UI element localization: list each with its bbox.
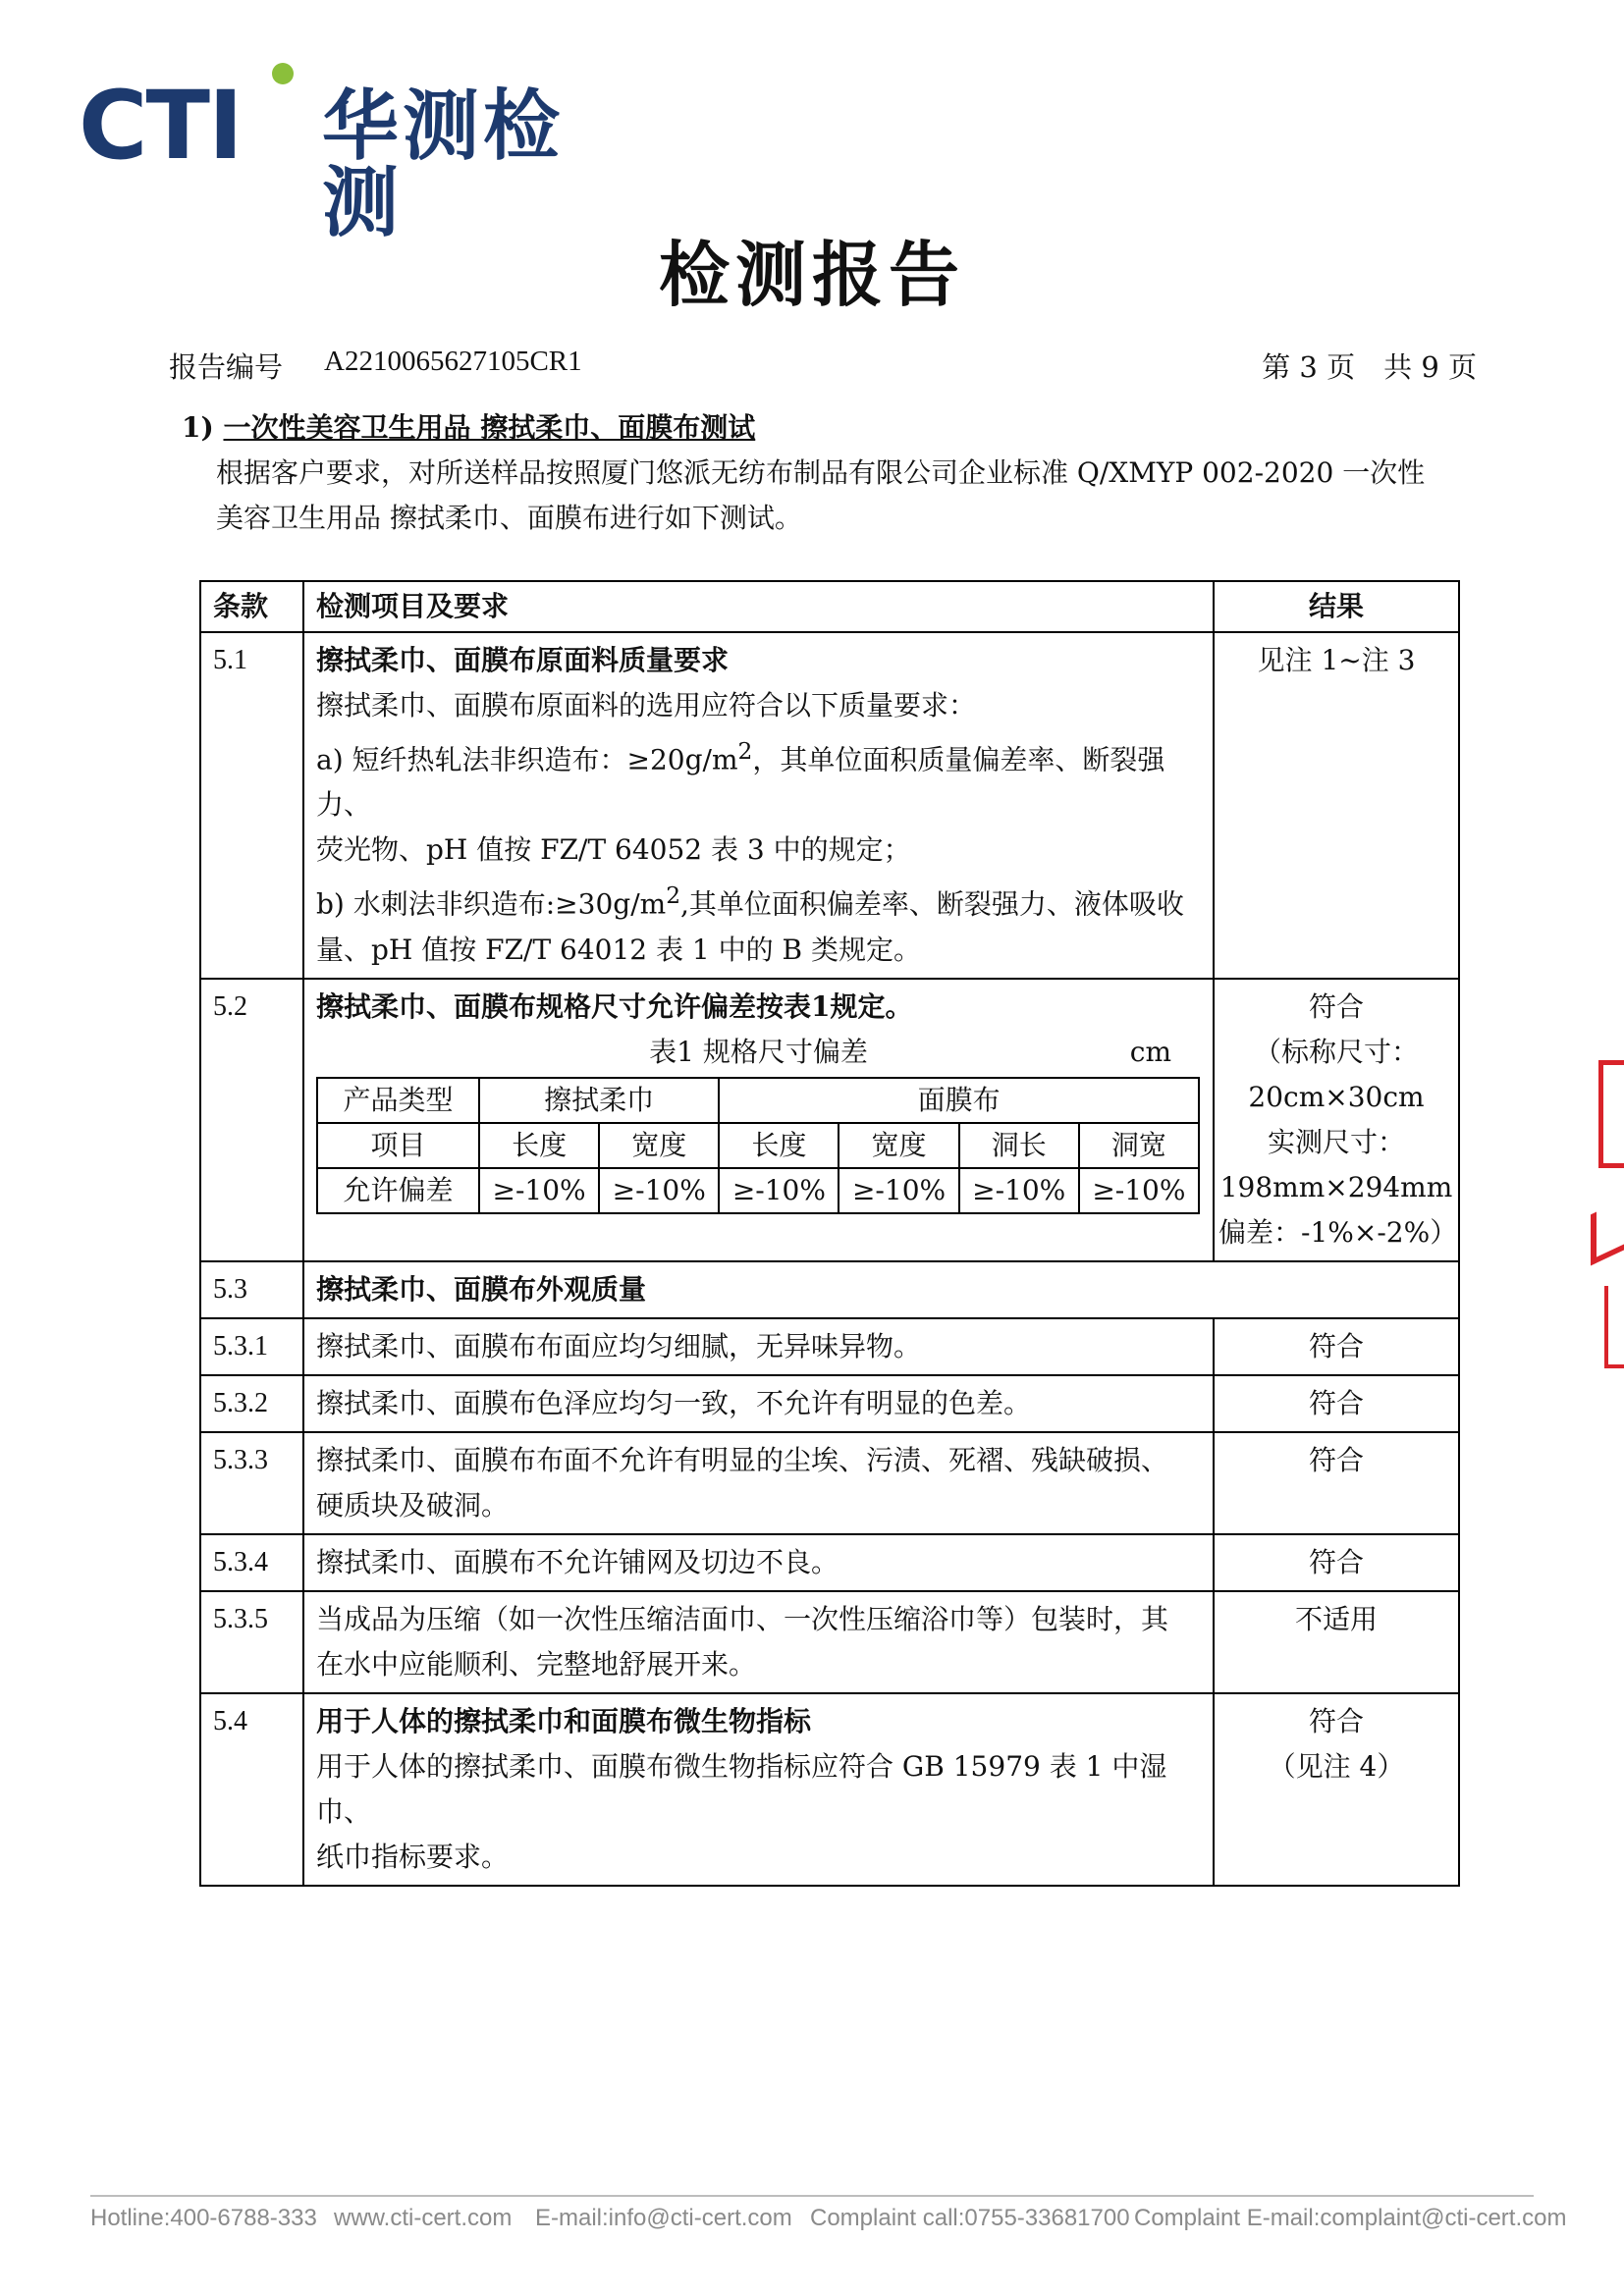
inner-cell: 宽度 — [599, 1123, 719, 1168]
red-seal-stamp — [1591, 1060, 1624, 1374]
result-cell: 符合 — [1214, 1318, 1459, 1375]
inner-cell: 长度 — [719, 1123, 839, 1168]
table-row — [200, 979, 1459, 1261]
footer-complaint-call: Complaint call:0755-33681700 — [810, 2205, 1130, 2231]
report-number: A2210065627105CR1 — [324, 346, 582, 377]
item-title: 用于人体的擦拭柔巾和面膜布微生物指标 — [316, 1704, 812, 1737]
result-cell: 符合 — [1214, 1432, 1459, 1534]
result-cell: 符合 — [1214, 1375, 1459, 1432]
inner-cell: 允许偏差 — [317, 1168, 479, 1213]
inner-cell: ≥-10% — [1079, 1168, 1199, 1213]
item-cell: 用于人体的擦拭柔巾和面膜布微生物指标 用于人体的擦拭柔巾、面膜布微生物指标应符合 GB 15979 表 1 中湿巾、 纸巾指标要求。 — [303, 1693, 1214, 1886]
document-title: 检测报告 — [658, 233, 965, 316]
item-cell — [303, 979, 1214, 1261]
logo-name-cn: 华测检测 — [322, 82, 565, 247]
header-result: 结果 — [1214, 581, 1459, 632]
item-line: 量、pH 值按 FZ/T 64012 表 1 中的 B 类规定。 — [316, 933, 922, 966]
inner-cell: 擦拭柔巾 — [479, 1078, 719, 1123]
inner-cell: 宽度 — [839, 1123, 958, 1168]
table-row — [200, 1693, 1459, 1886]
result-cell: 符合 （见注 4） — [1214, 1693, 1459, 1886]
item-line: b) 水刺法非织造布$:\ge 30g/m^2$,其单位面积偏差率、断裂强力、液体吸收 — [316, 881, 1184, 921]
item-title: 擦拭柔巾、面膜布原面料质量要求 — [316, 644, 730, 676]
table-row — [200, 1432, 1459, 1534]
inner-cell: 洞宽 — [1079, 1123, 1199, 1168]
inner-cell: ≥-10% — [479, 1168, 599, 1213]
footer-email[interactable]: E-mail:info@cti-cert.com — [535, 2205, 792, 2231]
report-number-label: 报告编号 — [169, 350, 284, 384]
intro-line-1: 根据客户要求，对所送样品按照厦门悠派无纺布制品有限公司企业标准 Q/XMYP 002-2020 一次性 — [216, 456, 1426, 489]
table-row — [200, 1375, 1459, 1432]
size-tolerance-table — [316, 1077, 1200, 1214]
item-line: 擦拭柔巾、面膜布原面料的选用应符合以下质量要求： — [316, 689, 977, 721]
cti-logo — [79, 61, 628, 247]
footer-website[interactable]: www.cti-cert.com — [334, 2205, 513, 2231]
clause-cell: 5.3.5 — [200, 1591, 303, 1693]
footer-hotline: Hotline:400-6788-333 — [90, 2205, 317, 2231]
item-line: a) 短纤热轧法非织造布：$\ge 20g/m^2$，其单位面积质量偏差率、断裂强力、 — [316, 737, 1165, 822]
result-cell: 符合 （标称尺寸： 20cm×30cm 实测尺寸： 198mm×294mm 偏差：-1%×-2%） — [1214, 979, 1459, 1261]
logo-dot-icon — [272, 63, 294, 84]
section-title: 一次性美容卫生用品 擦拭柔巾、面膜布测试 — [223, 411, 756, 444]
header-item: 检测项目及要求 — [303, 581, 1214, 632]
table-row — [200, 1318, 1459, 1375]
result-cell: 见注 1~注 3 — [1214, 632, 1459, 979]
footer-complaint-email[interactable]: Complaint E-mail:complaint@cti-cert.com — [1134, 2205, 1567, 2231]
inner-row — [317, 1123, 1199, 1168]
inner-cell: 产品类型 — [317, 1078, 479, 1123]
section-number: 1) — [182, 411, 214, 444]
header-clause: 条款 — [200, 581, 303, 632]
clause-cell: 5.4 — [200, 1693, 303, 1886]
inner-table-caption: 表1 规格尺寸偏差 cm — [316, 1030, 1201, 1075]
inner-cell: 长度 — [479, 1123, 599, 1168]
item-cell: 擦拭柔巾、面膜布布面应均匀细腻，无异味异物。 — [303, 1318, 1214, 1375]
item-title: 擦拭柔巾、面膜布规格尺寸允许偏差按表1规定。 — [316, 989, 913, 1023]
inner-cell: 项目 — [317, 1123, 479, 1168]
inner-cell: ≥-10% — [719, 1168, 839, 1213]
clause-cell: 5.3 — [200, 1261, 303, 1318]
clause-cell: 5.3.1 — [200, 1318, 303, 1375]
item-cell: 擦拭柔巾、面膜布色泽应均匀一致，不允许有明显的色差。 — [303, 1375, 1214, 1432]
result-cell: 不适用 — [1214, 1591, 1459, 1693]
inner-row — [317, 1078, 1199, 1123]
inner-row — [317, 1168, 1199, 1213]
inner-cell: 洞长 — [959, 1123, 1079, 1168]
inner-cell: ≥-10% — [959, 1168, 1079, 1213]
item-cell: 擦拭柔巾、面膜布不允许铺网及切边不良。 — [303, 1534, 1214, 1591]
inner-cell: ≥-10% — [839, 1168, 958, 1213]
inner-cell: 面膜布 — [719, 1078, 1199, 1123]
clause-cell: 5.3.2 — [200, 1375, 303, 1432]
item-cell: 擦拭柔巾、面膜布布面不允许有明显的尘埃、污渍、死褶、残缺破损、 硬质块及破洞。 — [303, 1432, 1214, 1534]
page-indicator: 第 3 页 共 9 页 — [1262, 350, 1477, 384]
item-title: 擦拭柔巾、面膜布外观质量 — [303, 1261, 1459, 1318]
item-cell — [303, 632, 1214, 979]
table-row — [200, 1591, 1459, 1693]
inner-cell: ≥-10% — [599, 1168, 719, 1213]
test-results-table — [199, 580, 1460, 1887]
inner-table-unit: cm — [1129, 1035, 1171, 1068]
table-row — [200, 1534, 1459, 1591]
footer-divider — [90, 2195, 1534, 2197]
intro-line-2: 美容卫生用品 擦拭柔巾、面膜布进行如下测试。 — [216, 502, 802, 534]
table-row — [200, 632, 1459, 979]
clause-cell: 5.2 — [200, 979, 303, 1261]
table-row — [200, 1261, 1459, 1318]
clause-cell: 5.3.3 — [200, 1432, 303, 1534]
logo-brand: CTI — [79, 71, 242, 181]
clause-cell: 5.1 — [200, 632, 303, 979]
section-heading — [182, 406, 755, 446]
clause-cell: 5.3.4 — [200, 1534, 303, 1591]
result-cell: 符合 — [1214, 1534, 1459, 1591]
item-line: 荧光物、pH 值按 FZ/T 64052 表 3 中的规定； — [316, 833, 911, 867]
item-cell: 当成品为压缩（如一次性压缩洁面巾、一次性压缩浴巾等）包装时，其 在水中应能顺利、完整地舒展开来。 — [303, 1591, 1214, 1693]
table-header-row — [200, 581, 1459, 632]
